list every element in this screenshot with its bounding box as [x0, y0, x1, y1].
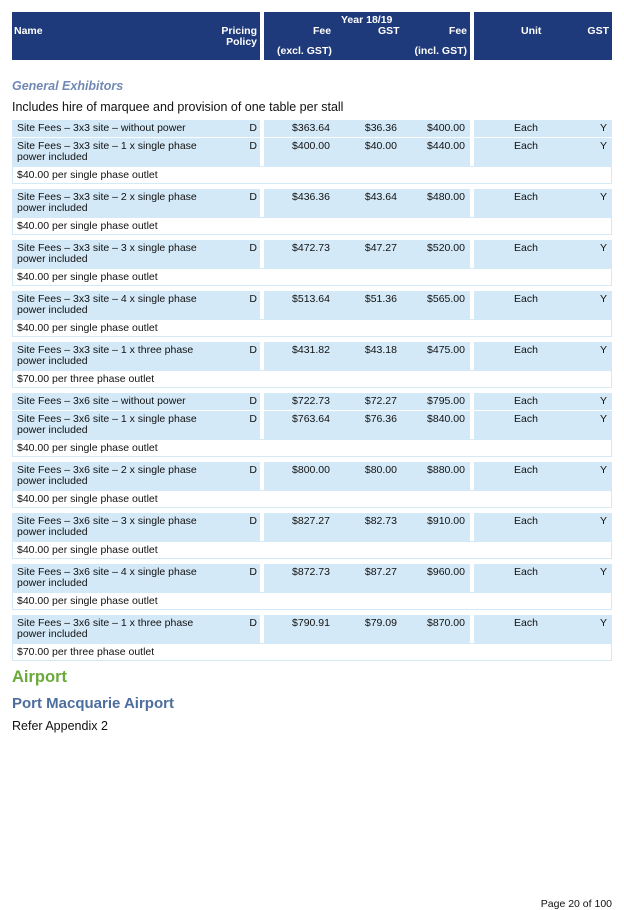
row-pricing-policy: D	[249, 413, 257, 425]
table-row	[12, 462, 612, 490]
page-number: Page 20 of 100	[540, 898, 612, 910]
row-name: Site Fees – 3x3 site – 3 x single phase power included	[17, 242, 197, 265]
table-row	[12, 411, 612, 439]
refer-appendix-text: Refer Appendix 2	[12, 719, 108, 733]
row-fee-excl: $513.64	[292, 293, 330, 305]
row-note	[12, 592, 612, 610]
row-unit: Each	[514, 413, 538, 425]
table-row	[12, 615, 612, 643]
row-name: Site Fees – 3x6 site – 2 x single phase power included	[17, 464, 197, 487]
row-pricing-policy: D	[249, 617, 257, 629]
row-unit-cell	[474, 615, 612, 643]
row-unit-cell	[474, 138, 612, 166]
row-fees-cell	[264, 342, 470, 370]
row-fee-excl: $722.73	[292, 395, 330, 407]
row-name-cell	[12, 393, 260, 410]
airport-subheading: Port Macquarie Airport	[12, 695, 174, 712]
table-row	[12, 564, 612, 592]
row-pricing-policy: D	[249, 566, 257, 578]
row-fee-incl: $475.00	[427, 344, 465, 356]
row-fees-cell	[264, 564, 470, 592]
row-fee-incl: $440.00	[427, 140, 465, 152]
row-name: Site Fees – 3x6 site – 4 x single phase power included	[17, 566, 197, 589]
row-note	[12, 319, 612, 337]
section-intro: Includes hire of marquee and provision of one table per stall	[12, 100, 344, 114]
table-row	[12, 342, 612, 370]
row-name-cell	[12, 138, 260, 166]
row-name-cell	[12, 120, 260, 137]
row-unit: Each	[514, 122, 538, 134]
row-unit-cell	[474, 411, 612, 439]
row-note-text: $40.00 per single phase outlet	[17, 220, 158, 232]
row-fee-excl: $827.27	[292, 515, 330, 527]
row-fee-incl: $565.00	[427, 293, 465, 305]
table-header-name	[12, 12, 260, 60]
row-gst-flag: Y	[599, 413, 607, 425]
row-name-cell	[12, 342, 260, 370]
row-name: Site Fees – 3x6 site – 1 x three phase power included	[17, 617, 194, 640]
row-fee-incl: $840.00	[427, 413, 465, 425]
row-fee-excl: $363.64	[292, 122, 330, 134]
row-fee-incl: $880.00	[427, 464, 465, 476]
table-row	[12, 291, 612, 319]
row-unit: Each	[514, 191, 538, 203]
row-note	[12, 268, 612, 286]
row-note-text: $40.00 per single phase outlet	[17, 322, 158, 334]
row-note	[12, 643, 612, 661]
row-unit: Each	[514, 344, 538, 356]
row-fees-cell	[264, 393, 470, 410]
row-unit-cell	[474, 240, 612, 268]
row-gst-amount: $79.09	[364, 617, 397, 629]
column-header-incl-gst: (incl. GST)	[414, 45, 467, 57]
row-fee-excl: $872.73	[292, 566, 330, 578]
table-header-unit	[474, 12, 612, 60]
row-note-text: $40.00 per single phase outlet	[17, 169, 158, 181]
column-header-fee-incl: Fee	[448, 25, 467, 37]
row-gst-amount: $43.18	[364, 344, 397, 356]
row-fee-incl: $960.00	[427, 566, 465, 578]
row-gst-amount: $87.27	[364, 566, 397, 578]
row-note-text: $40.00 per single phase outlet	[17, 544, 158, 556]
row-name-cell	[12, 513, 260, 541]
row-fee-incl: $480.00	[427, 191, 465, 203]
row-fees-cell	[264, 462, 470, 490]
row-gst-amount: $72.27	[364, 395, 397, 407]
row-note-text: $40.00 per single phase outlet	[17, 271, 158, 283]
column-header-policy: Policy	[226, 36, 257, 48]
row-unit-cell	[474, 291, 612, 319]
row-name: Site Fees – 3x3 site – 1 x three phase power included	[17, 344, 194, 367]
row-name-cell	[12, 189, 260, 217]
row-note-text: $70.00 per three phase outlet	[17, 373, 155, 385]
row-fee-excl: $790.91	[292, 617, 330, 629]
row-pricing-policy: D	[249, 242, 257, 254]
row-gst-amount: $36.36	[364, 122, 397, 134]
row-gst-amount: $40.00	[364, 140, 397, 152]
row-unit: Each	[514, 242, 538, 254]
row-note	[12, 217, 612, 235]
row-gst-flag: Y	[599, 515, 607, 527]
row-pricing-policy: D	[249, 191, 257, 203]
row-fees-cell	[264, 411, 470, 439]
row-gst-flag: Y	[599, 191, 607, 203]
row-name-cell	[12, 411, 260, 439]
row-gst-flag: Y	[599, 566, 607, 578]
table-row	[12, 120, 612, 137]
row-gst-amount: $51.36	[364, 293, 397, 305]
row-unit: Each	[514, 464, 538, 476]
table-header-fees	[264, 12, 470, 60]
row-pricing-policy: D	[249, 122, 257, 134]
row-note-text: $40.00 per single phase outlet	[17, 595, 158, 607]
row-fees-cell	[264, 240, 470, 268]
row-unit-cell	[474, 462, 612, 490]
row-name: Site Fees – 3x6 site – without power	[17, 395, 186, 407]
row-name: Site Fees – 3x3 site – 4 x single phase power included	[17, 293, 197, 316]
row-gst-flag: Y	[599, 140, 607, 152]
row-note-text: $40.00 per single phase outlet	[17, 493, 158, 505]
row-pricing-policy: D	[249, 395, 257, 407]
row-name: Site Fees – 3x6 site – 1 x single phase power included	[17, 413, 197, 436]
row-unit-cell	[474, 120, 612, 137]
row-fees-cell	[264, 513, 470, 541]
row-gst-flag: Y	[599, 395, 607, 407]
row-pricing-policy: D	[249, 140, 257, 152]
row-fees-cell	[264, 291, 470, 319]
column-header-unit: Unit	[521, 25, 542, 37]
table-row	[12, 138, 612, 166]
row-fee-incl: $870.00	[427, 617, 465, 629]
row-unit: Each	[514, 140, 538, 152]
table-row	[12, 393, 612, 410]
row-name: Site Fees – 3x3 site – 1 x single phase power included	[17, 140, 197, 163]
row-name-cell	[12, 240, 260, 268]
row-fees-cell	[264, 615, 470, 643]
row-gst-amount: $76.36	[364, 413, 397, 425]
row-pricing-policy: D	[249, 344, 257, 356]
row-fee-incl: $910.00	[427, 515, 465, 527]
row-gst-flag: Y	[599, 293, 607, 305]
row-note	[12, 490, 612, 508]
row-unit-cell	[474, 393, 612, 410]
row-unit-cell	[474, 513, 612, 541]
row-gst-flag: Y	[599, 122, 607, 134]
table-row	[12, 240, 612, 268]
row-pricing-policy: D	[249, 464, 257, 476]
row-note	[12, 439, 612, 457]
row-name-cell	[12, 615, 260, 643]
row-note-text: $40.00 per single phase outlet	[17, 442, 158, 454]
row-note	[12, 541, 612, 559]
row-pricing-policy: D	[249, 293, 257, 305]
row-fee-excl: $400.00	[292, 140, 330, 152]
row-unit: Each	[514, 566, 538, 578]
row-note	[12, 370, 612, 388]
row-fees-cell	[264, 189, 470, 217]
row-fee-incl: $795.00	[427, 395, 465, 407]
column-header-pricing: Pricing	[221, 25, 257, 37]
row-note	[12, 166, 612, 184]
row-unit-cell	[474, 564, 612, 592]
row-unit: Each	[514, 395, 538, 407]
row-fees-cell	[264, 138, 470, 166]
row-unit-cell	[474, 342, 612, 370]
row-gst-flag: Y	[599, 464, 607, 476]
column-header-gst-flag: GST	[587, 25, 609, 37]
row-gst-amount: $47.27	[364, 242, 397, 254]
column-header-year: Year 18/19	[341, 14, 393, 26]
row-name: Site Fees – 3x3 site – without power	[17, 122, 186, 134]
row-name-cell	[12, 291, 260, 319]
column-header-excl-gst: (excl. GST)	[277, 45, 332, 57]
airport-heading: Airport	[12, 668, 67, 686]
row-fee-excl: $436.36	[292, 191, 330, 203]
row-fee-excl: $431.82	[292, 344, 330, 356]
row-pricing-policy: D	[249, 515, 257, 527]
row-gst-flag: Y	[599, 242, 607, 254]
row-gst-amount: $43.64	[364, 191, 397, 203]
row-unit: Each	[514, 617, 538, 629]
row-fee-excl: $800.00	[292, 464, 330, 476]
row-gst-amount: $80.00	[364, 464, 397, 476]
row-unit: Each	[514, 515, 538, 527]
row-fee-incl: $520.00	[427, 242, 465, 254]
column-header-gst: GST	[378, 25, 400, 37]
row-fees-cell	[264, 120, 470, 137]
row-unit-cell	[474, 189, 612, 217]
table-row	[12, 189, 612, 217]
row-gst-flag: Y	[599, 617, 607, 629]
row-name: Site Fees – 3x3 site – 2 x single phase power included	[17, 191, 197, 214]
section-title: General Exhibitors	[12, 79, 124, 93]
row-name-cell	[12, 462, 260, 490]
column-header-fee-excl: Fee	[313, 25, 332, 37]
row-fee-excl: $472.73	[292, 242, 330, 254]
column-header-name: Name	[14, 25, 43, 37]
row-gst-amount: $82.73	[364, 515, 397, 527]
row-name-cell	[12, 564, 260, 592]
row-fee-excl: $763.64	[292, 413, 330, 425]
row-unit: Each	[514, 293, 538, 305]
table-row	[12, 513, 612, 541]
row-note-text: $70.00 per three phase outlet	[17, 646, 155, 658]
row-gst-flag: Y	[599, 344, 607, 356]
row-fee-incl: $400.00	[427, 122, 465, 134]
row-name: Site Fees – 3x6 site – 3 x single phase power included	[17, 515, 197, 538]
